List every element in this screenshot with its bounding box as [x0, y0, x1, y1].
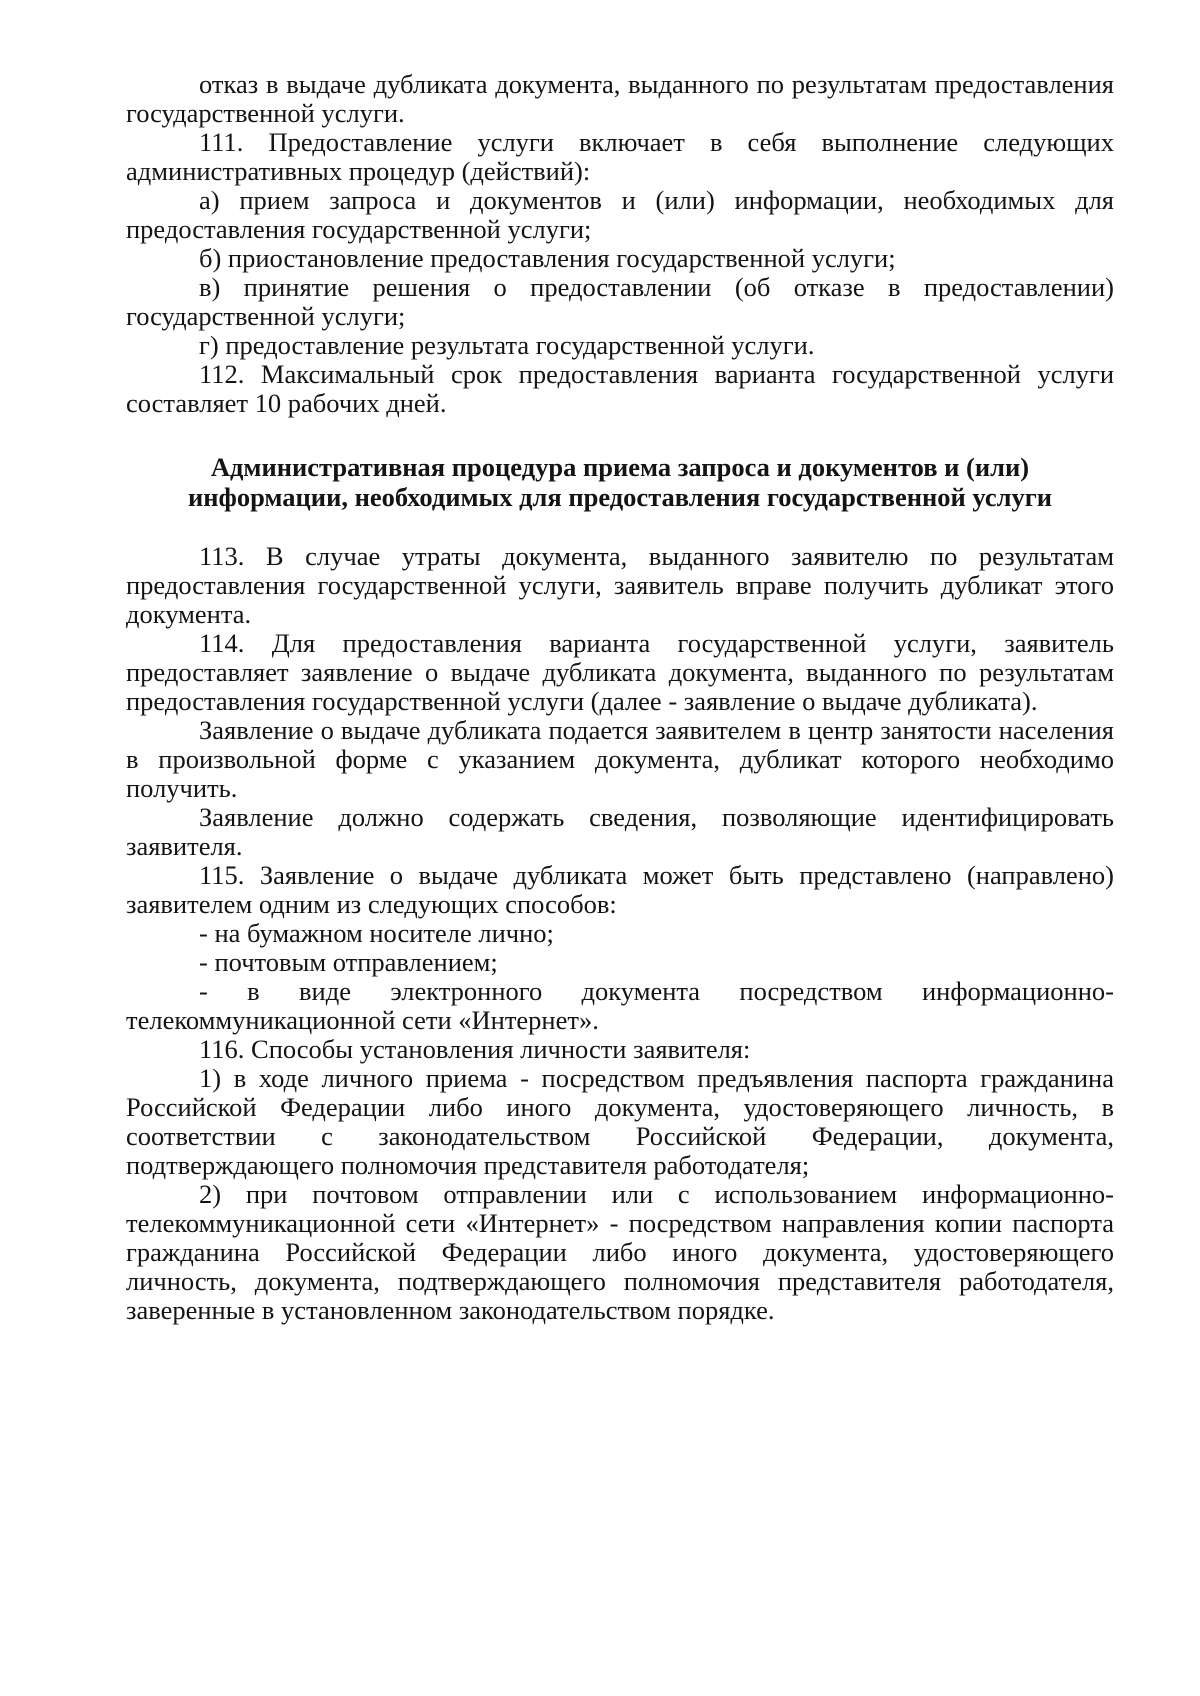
list-item-b: б) приостановление предоставления государственной услуги;: [199, 243, 896, 273]
paragraph-113: 113. В случае утраты документа, выданного заявителю по результатам предоставления государственной услуги, заявитель вправе получить дубликат этого документа.: [126, 541, 1114, 629]
section-heading: [126, 452, 1114, 512]
list-item-postal: - почтовым отправлением;: [199, 947, 498, 977]
paragraph-115: 115. Заявление о выдаче дубликата может быть представлено (направлено) заявителем одним из следующих способов:: [126, 860, 1114, 919]
paragraph-112: 112. Максимальный срок предоставления варианта государственной услуги составляет 10 рабочих дней.: [126, 359, 1114, 418]
paragraph-111: 111. Предоставление услуги включает в себя выполнение следующих административных процедур (действий):: [126, 127, 1114, 186]
list-item-a: а) прием запроса и документов и (или) информации, необходимых для предоставления государственной услуги;: [126, 185, 1114, 244]
paragraph-refusal-duplicate: отказ в выдаче дубликата документа, выданного по результатам предоставления государственной услуги.: [126, 69, 1114, 128]
paragraph-114: 114. Для предоставления варианта государственной услуги, заявитель предоставляет заявление о выдаче дубликата документа, выданного по результатам предоставления государственной услуги (далее - заявление о выдаче дубликата).: [126, 628, 1114, 716]
paragraph-application-contents: Заявление должно содержать сведения, позволяющие идентифицировать заявителя.: [126, 802, 1114, 861]
list-item-v: в) принятие решения о предоставлении (об отказе в предоставлении) государственной услуги;: [126, 272, 1114, 331]
paragraph-116: 116. Способы установления личности заявителя:: [199, 1034, 751, 1064]
section-heading-line-2: информации, необходимых для предоставления государственной услуги: [187, 482, 1053, 512]
list-item-2: 2) при почтовом отправлении или с использованием информационно-телекоммуникационной сети «Интернет» - посредством направления копии паспорта гражданина Российской Федерации либо иного документа, удостоверяющего личность, документа, подтверждающего полномочия представителя работодателя, заверенные в установленном законодательством порядке.: [126, 1179, 1114, 1325]
list-item-electronic: - в виде электронного документа посредством информационно-телекоммуникационной сети «Интернет».: [126, 976, 1114, 1035]
list-item-paper: - на бумажном носителе лично;: [199, 918, 554, 948]
list-item-g: г) предоставление результата государственной услуги.: [199, 330, 815, 360]
document-body: [126, 70, 1114, 1325]
section-heading-line-1: Административная процедура приема запроса и документов и (или): [210, 452, 1030, 482]
list-item-1: 1) в ходе личного приема - посредством предъявления паспорта гражданина Российской Федерации либо иного документа, удостоверяющего личность, в соответствии с законодательством Российской Федерации, документа, подтверждающего полномочия представителя работодателя;: [126, 1063, 1114, 1180]
paragraph-application-submission: Заявление о выдаче дубликата подается заявителем в центр занятости населения в произвольной форме с указанием документа, дубликат которого необходимо получить.: [126, 715, 1114, 803]
